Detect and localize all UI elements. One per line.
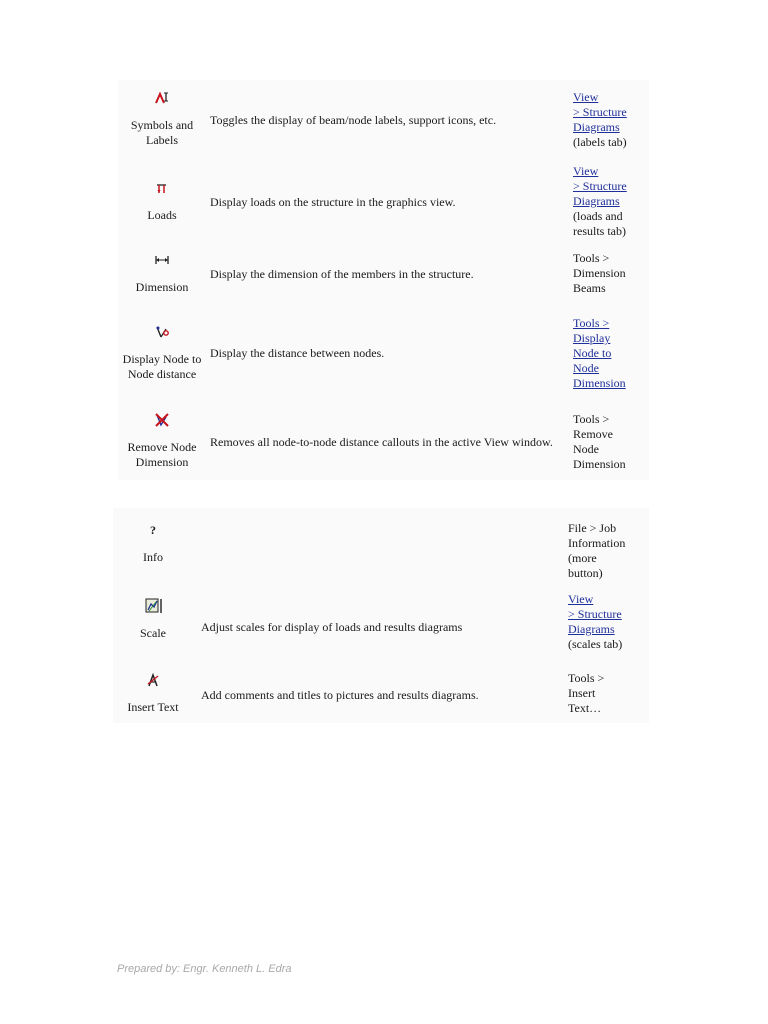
tool-description: Display the dimension of the members in the structure. (210, 267, 474, 281)
menu-text: Node (573, 442, 599, 456)
tool-cell (113, 672, 193, 715)
tool-cell (113, 522, 193, 565)
symbols-labels-icon (154, 90, 170, 106)
menu-link[interactable]: > Structure (568, 607, 622, 621)
tool-description: Removes all node-to-node distance callouts in the active View window. (210, 435, 553, 449)
menu-link[interactable]: Display (573, 331, 611, 345)
menu-path (573, 412, 626, 472)
tool-cell (122, 90, 202, 148)
menu-link[interactable]: View (573, 164, 599, 178)
toolbar-reference-table-1 (118, 80, 649, 480)
menu-path (568, 671, 604, 716)
menu-link[interactable]: > Structure (573, 105, 627, 119)
remove-node-dimension-icon (154, 412, 170, 428)
table-row (118, 88, 649, 154)
menu-link[interactable]: Node (573, 361, 599, 375)
menu-link[interactable]: Diagrams (568, 622, 615, 636)
menu-text: Tools > (573, 412, 610, 426)
tool-description: Add comments and titles to pictures and results diagrams. (201, 688, 479, 702)
menu-link[interactable]: > Structure (573, 179, 627, 193)
tool-cell (122, 412, 202, 470)
tool-name: Scale (140, 626, 166, 640)
menu-link[interactable]: View (573, 90, 599, 104)
menu-path (568, 521, 625, 581)
menu-path (573, 316, 626, 391)
tool-description: Display the distance between nodes. (210, 346, 385, 360)
menu-text: results tab) (573, 224, 626, 238)
menu-link[interactable]: Dimension (573, 376, 626, 390)
toolbar-reference-table-2 (113, 508, 649, 723)
menu-text: (scales tab) (568, 637, 623, 651)
menu-link[interactable]: Tools > (573, 316, 610, 330)
menu-text: File > Job (568, 521, 617, 535)
table-row (118, 412, 649, 474)
menu-text: Tools > (573, 251, 610, 265)
tool-name: Info (143, 550, 163, 564)
menu-path (573, 90, 627, 150)
menu-text: Information (568, 536, 626, 550)
tool-description: Toggles the display of beam/node labels, support icons, etc. (210, 113, 497, 127)
tool-cell (122, 252, 202, 295)
menu-text: Tools > (568, 671, 605, 685)
table-row (113, 670, 649, 720)
menu-text: Beams (573, 281, 606, 295)
menu-text: (more (568, 551, 597, 565)
menu-text: Remove (573, 427, 613, 441)
insert-text-icon (145, 672, 161, 688)
menu-text: (labels tab) (573, 135, 627, 149)
node-distance-icon (154, 324, 170, 340)
menu-text: (loads and (573, 209, 623, 223)
menu-link[interactable]: View (568, 592, 594, 606)
menu-text: Dimension (573, 457, 626, 471)
info-icon: ? (150, 523, 156, 537)
menu-text: Insert (568, 686, 596, 700)
tool-name: Loads (147, 208, 177, 222)
menu-text: Dimension (573, 266, 626, 280)
tool-name: Insert Text (127, 700, 179, 714)
tool-description: Display loads on the structure in the graphics view. (210, 195, 456, 209)
menu-text: button) (568, 566, 603, 580)
loads-icon (154, 180, 170, 196)
menu-link[interactable]: Diagrams (573, 194, 620, 208)
tool-description: Adjust scales for display of loads and results diagrams (201, 620, 463, 634)
table-row (118, 316, 649, 394)
scale-icon (145, 598, 161, 614)
footer-credit: Prepared by: Engr. Kenneth L. Edra (117, 963, 292, 975)
tool-cell (113, 598, 193, 641)
dimension-icon (154, 252, 170, 268)
table-row (113, 592, 649, 654)
table-row (118, 250, 649, 300)
tool-name: Remove Node Dimension (127, 440, 197, 469)
menu-text: Text… (568, 701, 602, 715)
tool-name: Symbols and Labels (130, 118, 194, 147)
tool-cell (122, 180, 202, 223)
menu-path (573, 251, 626, 296)
table-row (113, 520, 649, 586)
tool-name: Display Node to Node distance (122, 352, 202, 381)
menu-path (573, 164, 627, 239)
table-row (118, 164, 649, 238)
tool-name: Dimension (135, 280, 189, 294)
menu-link[interactable]: Node to (573, 346, 612, 360)
tool-cell (118, 324, 206, 382)
menu-path (568, 592, 622, 652)
menu-link[interactable]: Diagrams (573, 120, 620, 134)
